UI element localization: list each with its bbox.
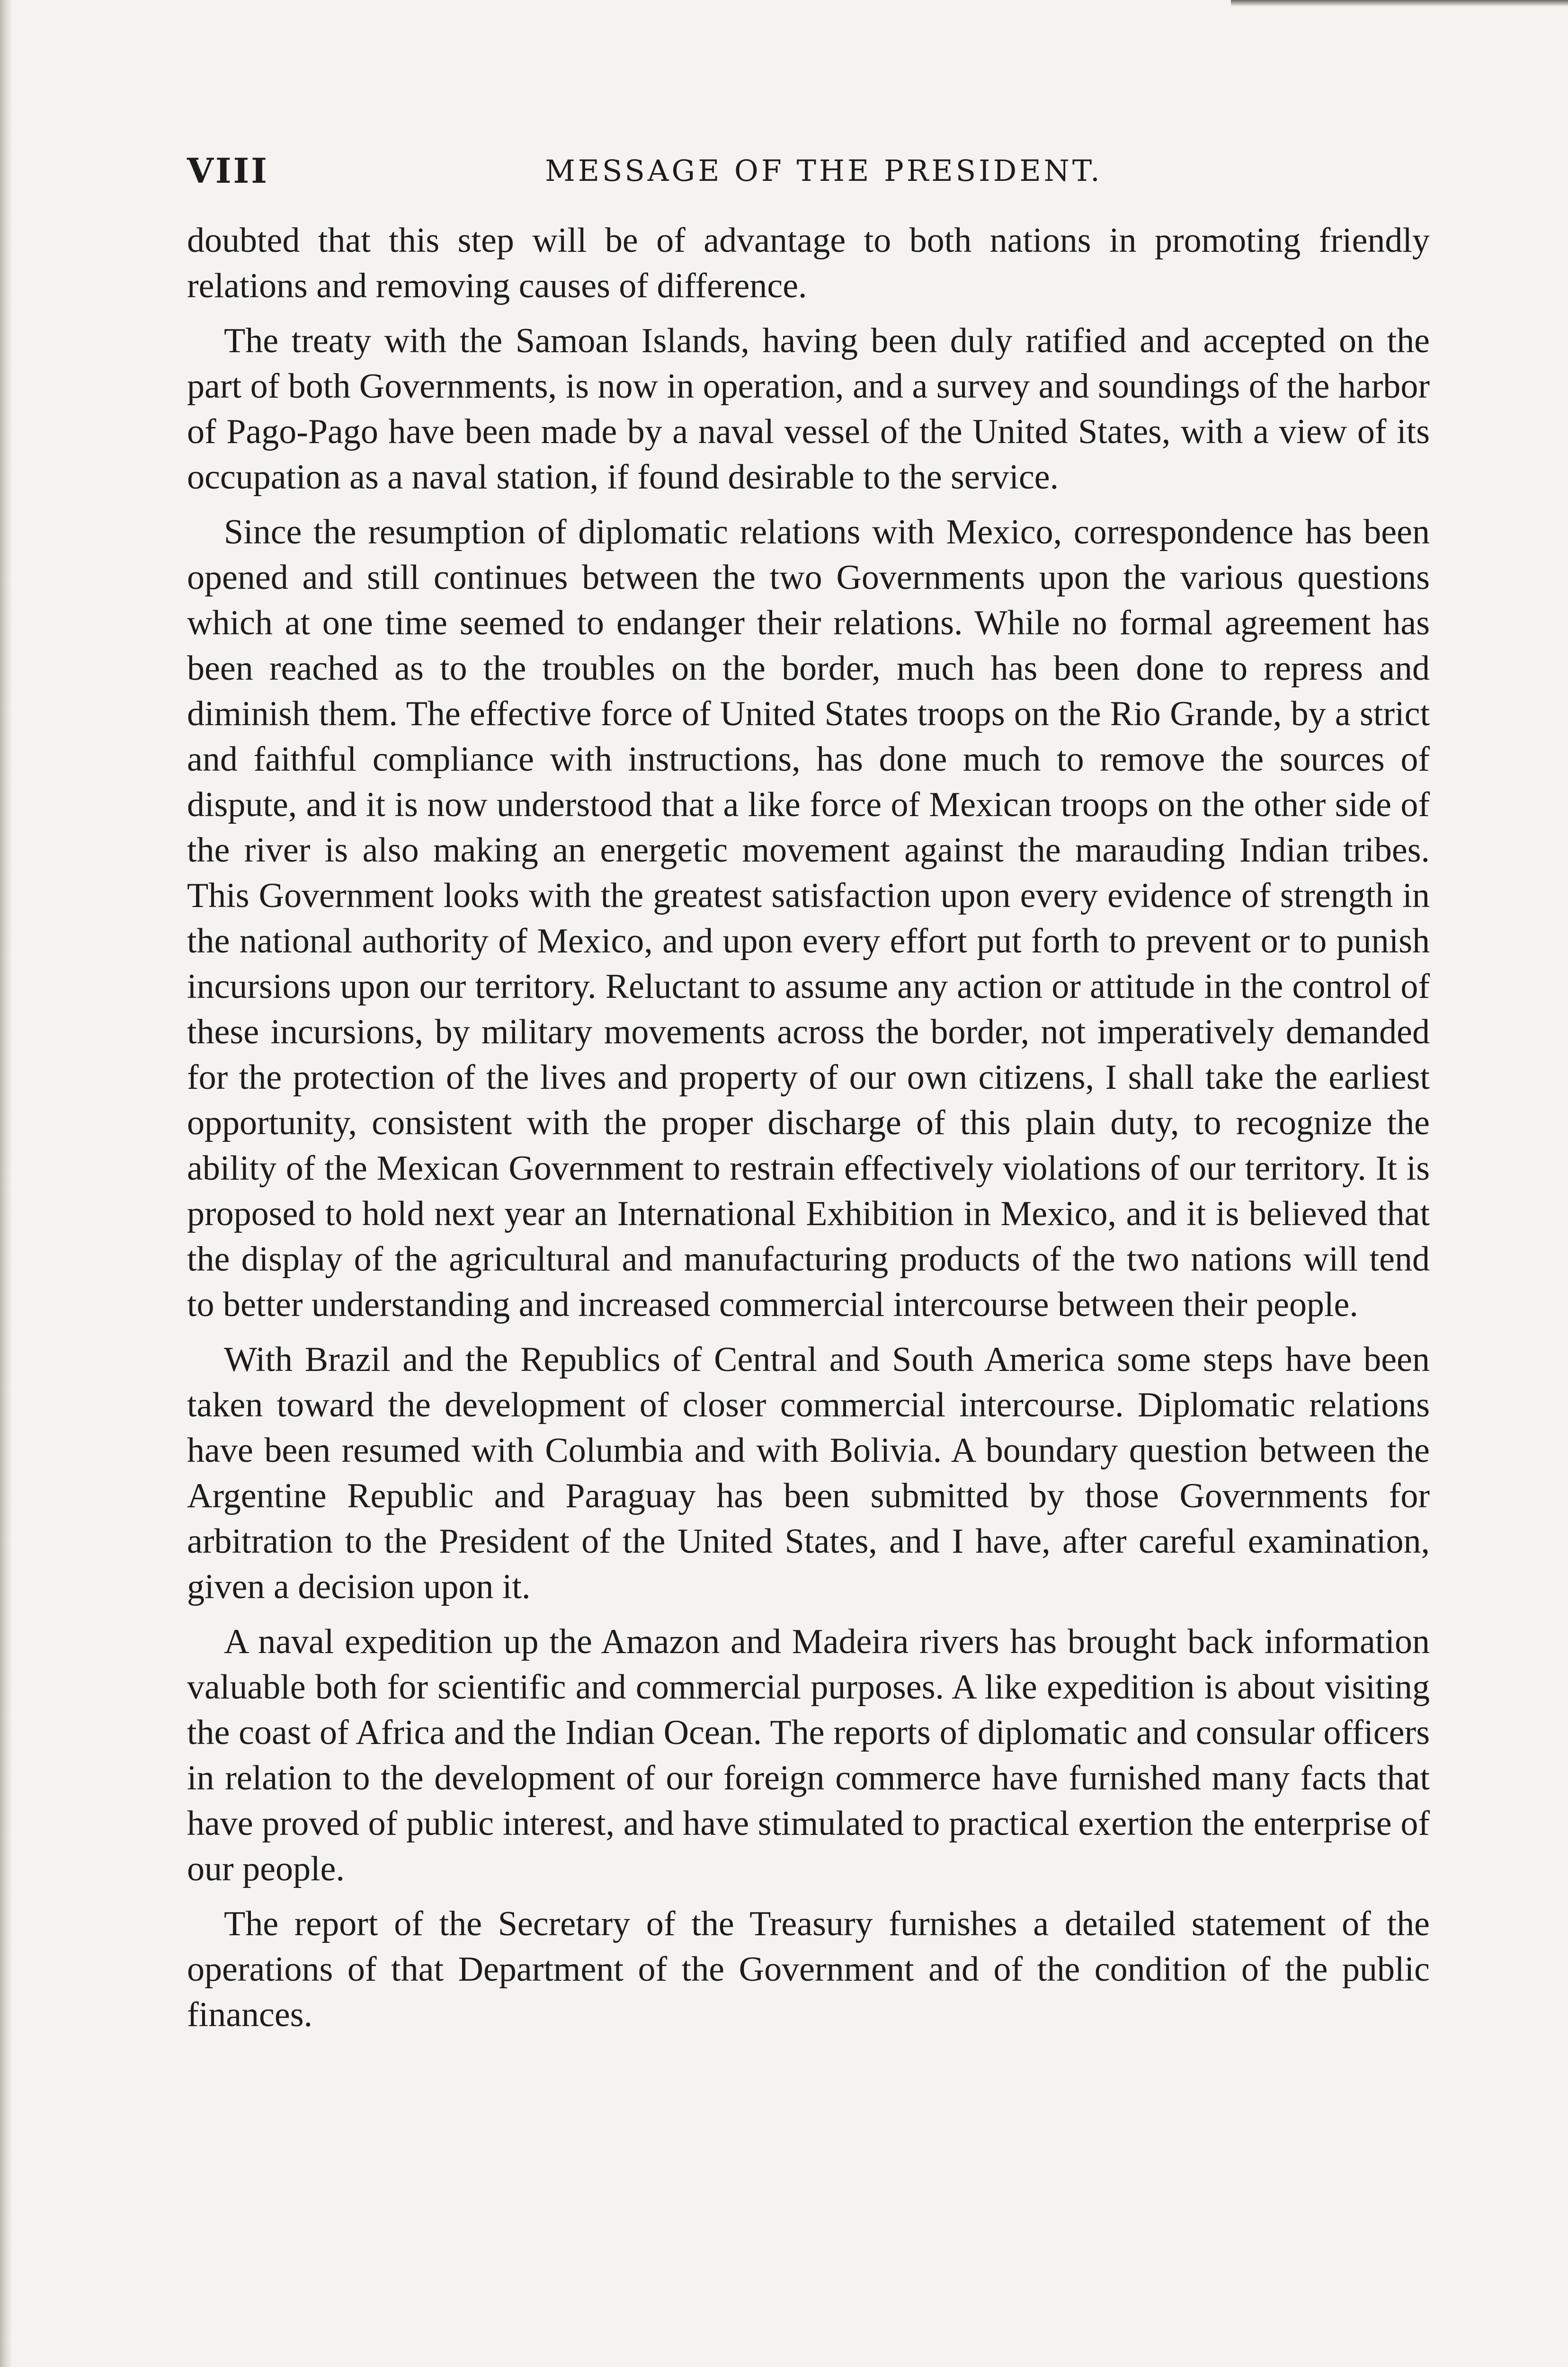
page-header [187, 151, 1432, 203]
running-title: MESSAGE OF THE PRESIDENT. [545, 153, 1103, 188]
paragraph-naval-expedition: A naval expedition up the Amazon and Madeira rivers has brought back information valuable both for scientific and commercial purposes. A like expedition is about visiting the coast of Africa and the Indian Ocean. The reports of diplomatic and consular officers in relation to the development of our foreign commerce have furnished many facts that have proved of public interest, and have stimulated to practical exertion the enterprise of our people. [187, 1622, 1430, 1888]
paragraph-continued: doubted that this step will be of advantage to both nations in promoting friendly relations and removing causes of difference. [187, 221, 1430, 305]
paragraph-brazil-south-america: With Brazil and the Republics of Central and South America some steps have been taken toward the development of closer commercial intercourse. Diplomatic relations have been resumed with Columbia and with Bolivia. A boundary question between the Argentine Republic and Paraguay has been submitted by those Governments for arbitration to the President of the United States, and I have, after careful examination, given a decision upon it. [187, 1340, 1430, 1606]
paragraph-treasury-report: The report of the Secretary of the Treasury furnishes a detailed statement of the operations of that Department of the Government and of the condition of the public finances. [187, 1904, 1430, 2034]
body-text [187, 218, 1430, 2047]
scan-edge-left [0, 0, 12, 2367]
paragraph-mexico-relations: Since the resumption of diplomatic relations with Mexico, correspondence has been opened and still continues between the two Governments upon the various questions which at one time seemed to endanger their relations. While no formal agreement has been reached as to the troubles on the border, much has been done to repress and diminish them. The effective force of United States troops on the Rio Grande, by a strict and faithful compliance with instructions, has done much to remove the sources of dispute, and it is now understood that a like force of Mexican troops on the other side of the river is also making an energetic movement against the marauding Indian tribes. This Government looks with the greatest satisfaction upon every evidence of strength in the national authority of Mexico, and upon every effort put forth to prevent or to punish incursions upon our territory. Reluctant to assume any action or attitude in the control of these incursions, by military movements across the border, not imperatively demanded for the protection of the lives and property of our own citizens, I shall take the earliest opportunity, consistent with the proper discharge of this plain duty, to recognize the ability of the Mexican Government to restrain effectively violations of our territory. It is proposed to hold next year an International Exhibition in Mexico, and it is believed that the display of the agricultural and manufacturing products of the two nations will tend to better understanding and increased commercial intercourse between their people. [187, 513, 1430, 1324]
scan-edge-top [1231, 0, 1568, 7]
paragraph-samoan-treaty: The treaty with the Samoan Islands, having been duly ratified and accepted on the part of both Governments, is now in operation, and a survey and soundings of the harbor of Pago-Pago have been made by a naval vessel of the United States, with a view of its occupation as a naval station, if found desirable to the service. [187, 321, 1430, 497]
page-number: VIII [187, 151, 269, 191]
